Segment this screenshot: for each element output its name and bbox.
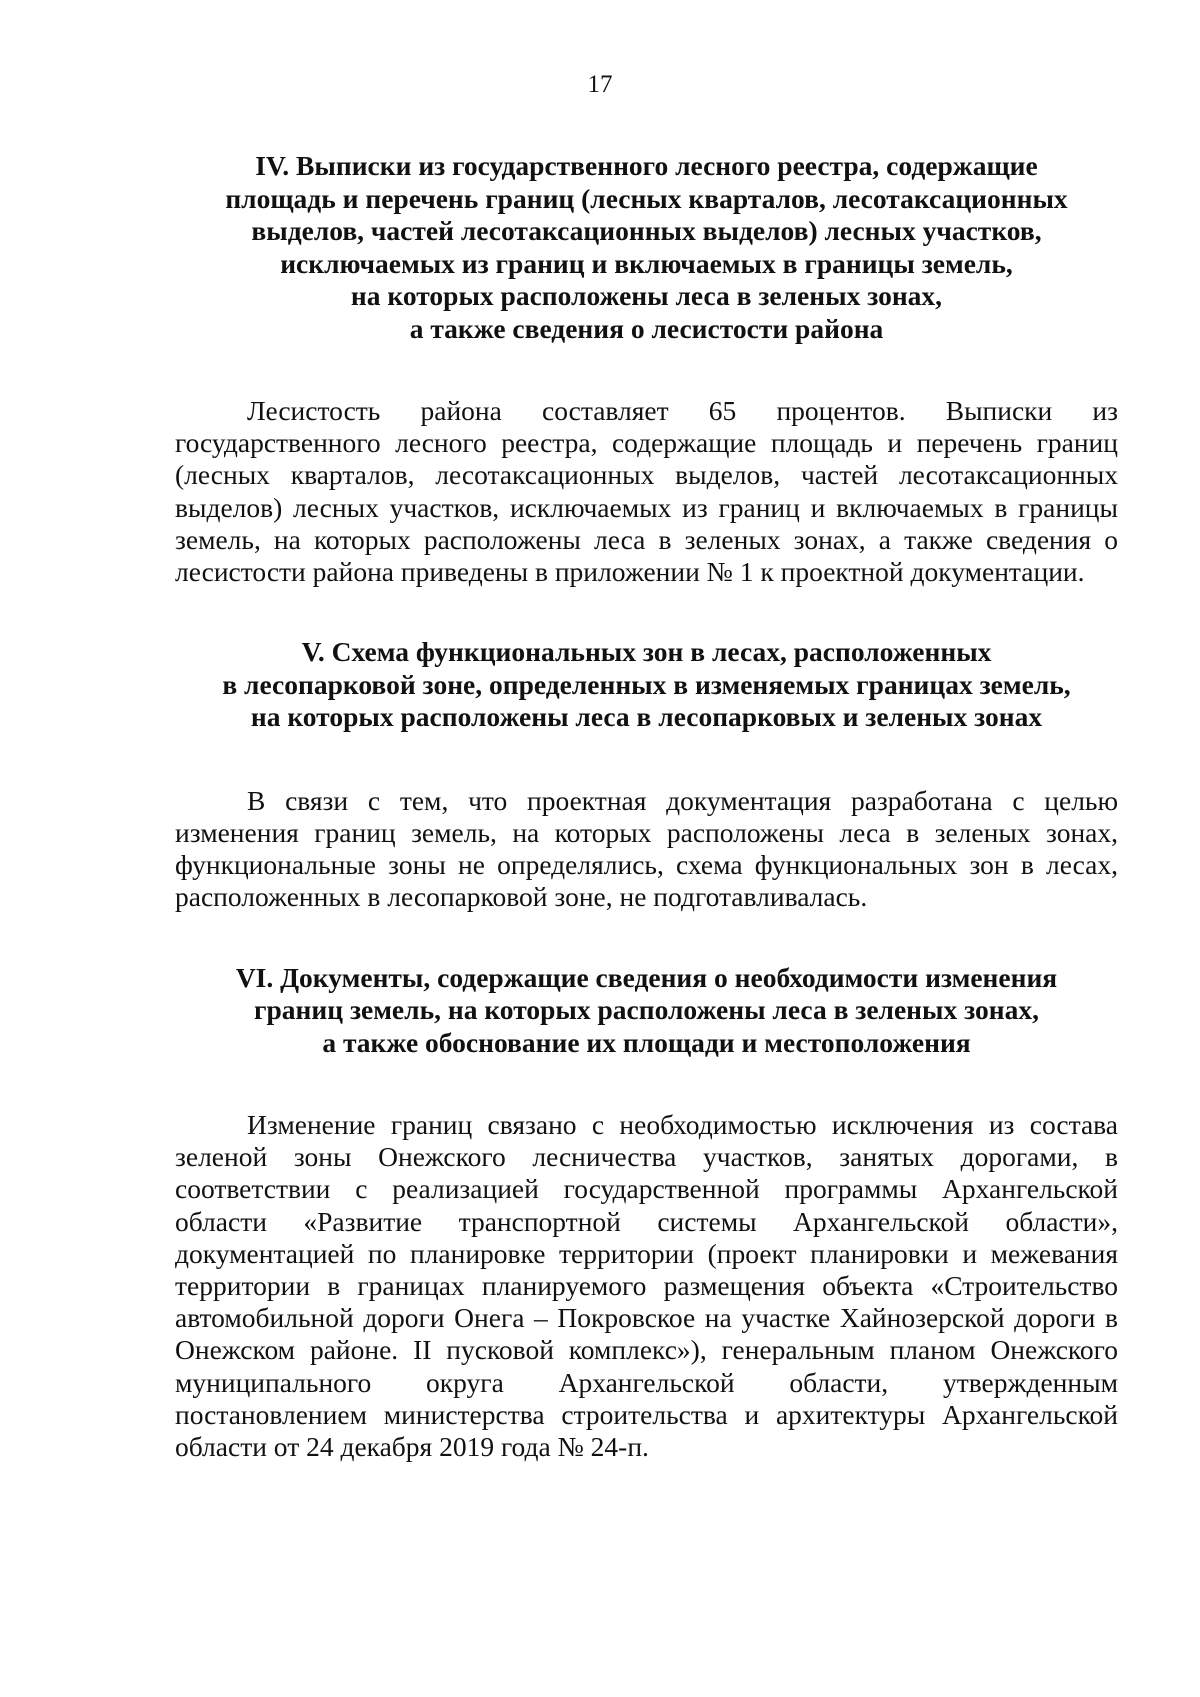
page-number: 17: [587, 71, 613, 98]
section-paragraph-6: Изменение границ связано с необходимостью исключения из состава зеленой зоны Онежского лесничества участков, занятых дорогами, в соответствии с реализацией государственной программы Архангельской области «Развитие транспортной системы Архангельской области», документацией по планировке территории (проект планировки и межевания территории в границах планируемого размещения объекта «Строительство автомобильной дороги Онега – Покровское на участке Хайнозерской дороги в Онежском районе. II пусковой комплекс»), генеральным планом Онежского муниципального округа Архангельской области, утвержденным постановлением министерства строительства и архитектуры Архангельской области от 24 декабря 2019 года № 24-п.: [175, 1109, 1118, 1463]
section-heading-4: IV. Выписки из государственного лесного реестра, содержащие площадь и перечень границ (лесных кварталов, лесотаксационных выделов, частей лесотаксационных выделов) лесных участков, исключаемых из границ и включаемых в границы земель, на которых расположены леса в зеленых зонах, а также сведения о лесистости района: [225, 150, 1068, 344]
document-body: [175, 150, 1118, 1463]
section-paragraph-4: Лесистость района составляет 65 процентов. Выписки из государственного лесного реестра, содержащие площадь и перечень границ (лесных кварталов, лесотаксационных выделов, частей лесотаксационных выделов) лесных участков, исключаемых из границ и включаемых в границы земель, на которых расположены леса в зеленых зонах, а также сведения о лесистости района приведены в приложении № 1 к проектной документации.: [175, 395, 1118, 588]
section-paragraph-5: В связи с тем, что проектная документация разработана с целью изменения границ земель, на которых расположены леса в зеленых зонах, функциональные зоны не определялись, схема функциональных зон в лесах, расположенных в лесопарковой зоне, не подготавливалась.: [175, 784, 1118, 913]
section-heading-5: V. Схема функциональных зон в лесах, расположенных в лесопарковой зоне, определенных в изменяемых границах земель, на которых расположены леса в лесопарковых и зеленых зонах: [222, 636, 1071, 733]
section-heading-6: VI. Документы, содержащие сведения о необходимости изменения границ земель, на которых расположены леса в зеленых зонах, а также обоснование их площади и местоположения: [235, 961, 1058, 1058]
